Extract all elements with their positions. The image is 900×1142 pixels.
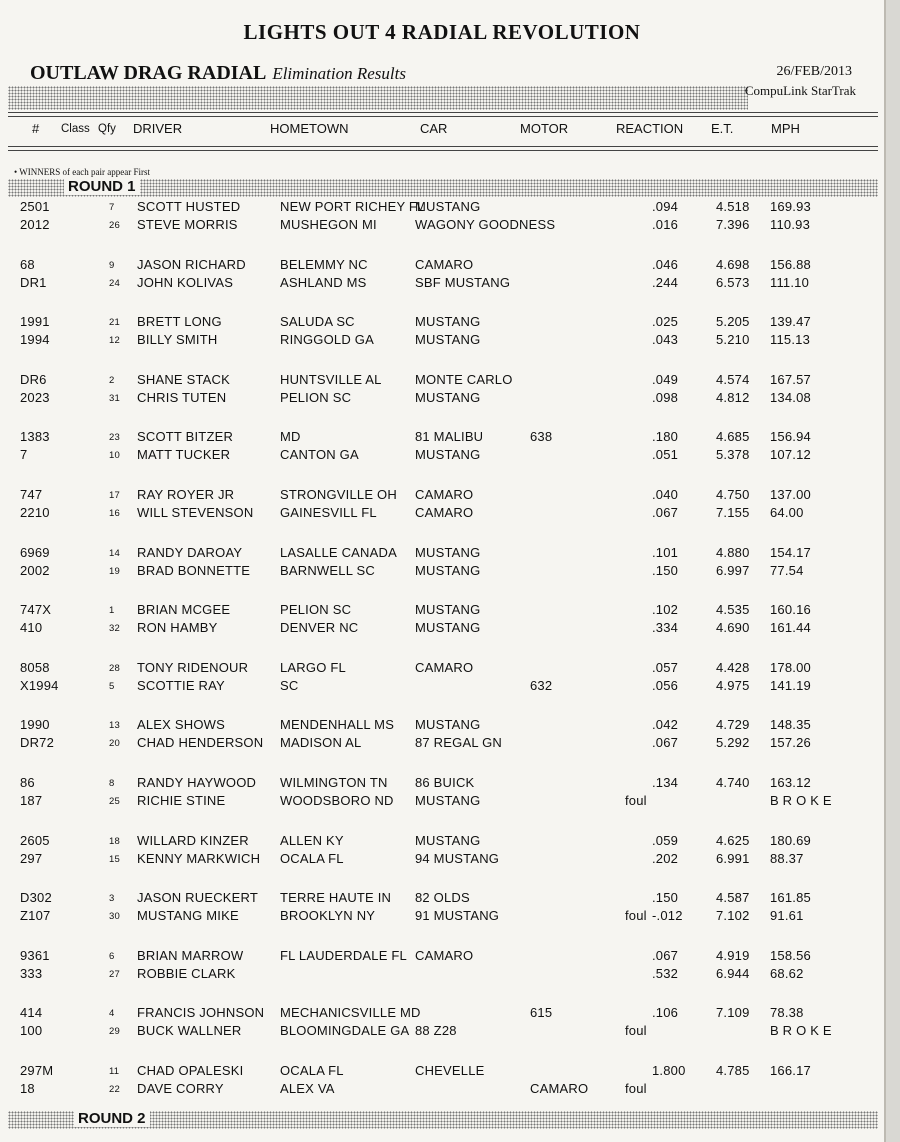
driver-name: RICHIE STINE <box>137 793 226 808</box>
car: MUSTANG <box>415 602 481 618</box>
hometown: HUNTSVILLE AL <box>280 371 382 387</box>
speed-mph: 163.12 <box>770 775 811 790</box>
hometown: ASHLAND MS <box>280 274 367 290</box>
qualifying-position: 7 <box>109 202 115 213</box>
hometown: CANTON GA <box>280 447 359 463</box>
hometown: BROOKLYN NY <box>280 908 376 924</box>
col-class: Class <box>61 123 90 135</box>
speed-mph: 169.93 <box>770 199 811 214</box>
qualifying-position: 32 <box>109 623 120 635</box>
elapsed-time: 5.210 <box>716 332 750 348</box>
elapsed-time: 4.812 <box>716 389 750 405</box>
elapsed-time: 4.685 <box>716 429 750 445</box>
round-2-label: ROUND 2 <box>74 1110 150 1127</box>
reaction-time: .106 <box>652 1005 679 1021</box>
hometown: BLOOMINGDALE GA <box>280 1023 410 1039</box>
racer-number: 7 <box>20 447 28 463</box>
qualifying-position: 27 <box>109 968 120 980</box>
elapsed-time: 5.378 <box>716 447 750 463</box>
motor: 632 <box>530 677 553 693</box>
driver-name: TONY RIDENOUR <box>137 659 249 675</box>
hometown: OCALA FL <box>280 850 344 866</box>
hometown: MADISON AL <box>280 735 362 751</box>
racer-number: 187 <box>20 793 43 808</box>
driver-name: RON HAMBY <box>137 620 218 636</box>
col-hometown: HOMETOWN <box>270 121 349 136</box>
speed-mph: 156.88 <box>770 256 811 272</box>
speed-mph: 68.62 <box>770 965 804 981</box>
car: 86 BUICK <box>415 775 475 790</box>
qualifying-position: 29 <box>109 1026 120 1038</box>
header-dot-band <box>8 86 748 110</box>
hometown: BARNWELL SC <box>280 562 375 578</box>
driver-name: BUCK WALLNER <box>137 1023 242 1039</box>
hometown: SALUDA SC <box>280 314 355 330</box>
round-1-label: ROUND 1 <box>64 178 140 195</box>
reaction-time: .102 <box>652 602 679 618</box>
racer-number: 18 <box>20 1081 35 1096</box>
racer-number: DR1 <box>20 274 47 290</box>
driver-name: JASON RICHARD <box>137 256 246 272</box>
speed-mph: 148.35 <box>770 717 811 733</box>
racer-number: 2605 <box>20 832 50 848</box>
winners-note: • WINNERS of each pair appear First <box>14 167 150 177</box>
racer-number: 1383 <box>20 429 50 445</box>
driver-name: SCOTT HUSTED <box>137 199 241 214</box>
elapsed-time: 4.880 <box>716 544 750 560</box>
driver-name: STEVE MORRIS <box>137 217 238 232</box>
speed-mph: 166.17 <box>770 1063 811 1078</box>
qualifying-position: 12 <box>109 335 120 347</box>
car: 94 MUSTANG <box>415 850 500 866</box>
qualifying-position: 9 <box>109 259 115 271</box>
driver-name: BRAD BONNETTE <box>137 562 251 578</box>
reaction-time: .334 <box>652 620 679 636</box>
hometown: BELEMMY NC <box>280 256 368 272</box>
reaction-time: 1.800 <box>652 1063 686 1078</box>
speed-mph: 167.57 <box>770 371 811 387</box>
speed-mph: 115.13 <box>770 332 810 348</box>
qualifying-position: 30 <box>109 911 120 923</box>
driver-name: CHAD OPALESKI <box>137 1063 244 1078</box>
hometown: NEW PORT RICHEY FL <box>280 199 425 214</box>
hometown: DENVER NC <box>280 620 359 636</box>
header-rule-top <box>8 112 878 113</box>
car: MUSTANG <box>415 314 481 330</box>
elapsed-time: 7.396 <box>716 217 750 232</box>
racer-number: 2002 <box>20 562 50 578</box>
driver-name: RANDY DAROAY <box>137 544 243 560</box>
driver-name: ALEX SHOWS <box>137 717 225 733</box>
elapsed-time: 4.587 <box>716 890 750 906</box>
racer-number: 747X <box>20 602 52 618</box>
car: MUSTANG <box>415 447 481 463</box>
qualifying-position: 28 <box>109 662 120 674</box>
driver-name: RAY ROYER JR <box>137 487 235 502</box>
elapsed-time: 4.518 <box>716 199 750 214</box>
car: 91 MUSTANG <box>415 908 500 924</box>
speed-mph: 91.61 <box>770 908 804 924</box>
qualifying-position: 23 <box>109 432 120 444</box>
car: MUSTANG <box>415 832 481 848</box>
hometown: GAINESVILL FL <box>280 505 377 520</box>
elapsed-time: 6.944 <box>716 965 750 981</box>
driver-name: BRIAN MCGEE <box>137 602 231 618</box>
reaction-time: .202 <box>652 850 679 866</box>
speed-mph: B R O K E <box>770 793 832 808</box>
reaction-time: .049 <box>652 371 679 387</box>
hometown: PELION SC <box>280 602 352 618</box>
reaction-time: .067 <box>652 947 679 963</box>
elapsed-time: 4.625 <box>716 832 750 848</box>
qualifying-position: 6 <box>109 950 115 962</box>
car: SBF MUSTANG <box>415 274 511 290</box>
driver-name: SHANE STACK <box>137 371 230 387</box>
racer-number: Z107 <box>20 908 51 924</box>
qualifying-position: 31 <box>109 392 120 404</box>
reaction-time: .150 <box>652 562 679 578</box>
hometown: WOODSBORO ND <box>280 793 394 808</box>
qualifying-position: 16 <box>109 508 120 519</box>
hometown: FL LAUDERDALE FL <box>280 947 407 963</box>
reaction-time: .059 <box>652 832 679 848</box>
driver-name: JOHN KOLIVAS <box>137 274 234 290</box>
racer-number: DR72 <box>20 735 55 751</box>
racer-number: 8058 <box>20 659 50 675</box>
qualifying-position: 11 <box>109 1066 120 1077</box>
reaction-time: .046 <box>652 256 679 272</box>
foul-flag: foul <box>625 1081 647 1096</box>
reaction-time: .532 <box>652 965 679 981</box>
reaction-time: .042 <box>652 717 679 733</box>
reaction-time: .180 <box>652 429 679 445</box>
speed-mph: 88.37 <box>770 850 804 866</box>
car: CAMARO <box>415 947 474 963</box>
car: MUSTANG <box>415 793 481 808</box>
motor: 615 <box>530 1005 553 1021</box>
elapsed-time: 7.102 <box>716 908 750 924</box>
reaction-time: .134 <box>652 775 679 790</box>
qualifying-position: 15 <box>109 853 120 865</box>
col-motor: MOTOR <box>520 121 569 136</box>
elapsed-time: 4.975 <box>716 677 750 693</box>
hometown: PELION SC <box>280 389 352 405</box>
qualifying-position: 2 <box>109 374 115 386</box>
driver-name: RANDY HAYWOOD <box>137 775 257 790</box>
speed-mph: 161.85 <box>770 890 811 906</box>
elapsed-time: 4.740 <box>716 775 750 790</box>
col-car: CAR <box>420 121 448 136</box>
hometown: ALEX VA <box>280 1081 335 1096</box>
racer-number: 86 <box>20 775 35 790</box>
speed-mph: B R O K E <box>770 1023 832 1039</box>
elapsed-time: 5.292 <box>716 735 750 751</box>
speed-mph: 158.56 <box>770 947 811 963</box>
speed-mph: 77.54 <box>770 562 804 578</box>
hometown: LASALLE CANADA <box>280 544 397 560</box>
header-rule-top-2 <box>8 116 878 117</box>
speed-mph: 139.47 <box>770 314 811 330</box>
racer-number: 410 <box>20 620 43 636</box>
motor: CAMARO <box>530 1081 589 1096</box>
speed-mph: 161.44 <box>770 620 811 636</box>
hometown: MD <box>280 429 301 445</box>
elapsed-time: 5.205 <box>716 314 750 330</box>
elapsed-time: 4.574 <box>716 371 750 387</box>
speed-mph: 110.93 <box>770 217 810 232</box>
elapsed-time: 6.991 <box>716 850 750 866</box>
driver-name: MUSTANG MIKE <box>137 908 239 924</box>
reaction-time: .094 <box>652 199 679 214</box>
elapsed-time: 4.785 <box>716 1063 750 1078</box>
car: 82 OLDS <box>415 890 470 906</box>
header-rule-bottom <box>8 146 878 147</box>
results-type: Elimination Results <box>272 64 406 83</box>
elapsed-time: 4.919 <box>716 947 750 963</box>
car: MUSTANG <box>415 544 481 560</box>
col-mph: MPH <box>771 121 800 136</box>
racer-number: 9361 <box>20 947 50 963</box>
racer-number: 68 <box>20 256 35 272</box>
hometown: MENDENHALL MS <box>280 717 395 733</box>
qualifying-position: 8 <box>109 778 115 789</box>
foul-flag: foul <box>625 793 647 808</box>
driver-name: DAVE CORRY <box>137 1081 224 1096</box>
car: 81 MALIBU <box>415 429 484 445</box>
car: MUSTANG <box>415 199 481 214</box>
speed-mph: 178.00 <box>770 659 811 675</box>
motor: 638 <box>530 429 553 445</box>
driver-name: KENNY MARKWICH <box>137 850 261 866</box>
driver-name: CHAD HENDERSON <box>137 735 264 751</box>
racer-number: 1991 <box>20 314 50 330</box>
racer-number: 2023 <box>20 389 50 405</box>
reaction-time: .098 <box>652 389 679 405</box>
driver-name: WILL STEVENSON <box>137 505 254 520</box>
hometown: SC <box>280 677 299 693</box>
qualifying-position: 20 <box>109 738 120 750</box>
reaction-time: .101 <box>652 544 679 560</box>
car: 88 Z28 <box>415 1023 457 1039</box>
racer-number: 333 <box>20 965 43 981</box>
elapsed-time: 7.155 <box>716 505 750 520</box>
hometown: MUSHEGON MI <box>280 217 377 232</box>
car: CAMARO <box>415 505 474 520</box>
driver-name: CHRIS TUTEN <box>137 389 227 405</box>
speed-mph: 156.94 <box>770 429 811 445</box>
racer-number: 297 <box>20 850 43 866</box>
qualifying-position: 14 <box>109 547 120 559</box>
col-driver: DRIVER <box>133 121 183 136</box>
hometown: TERRE HAUTE IN <box>280 890 392 906</box>
hometown: OCALA FL <box>280 1063 344 1078</box>
car: CAMARO <box>415 659 474 675</box>
winners-note-text: WINNERS of each pair appear First <box>19 167 150 177</box>
reaction-time: -.012 <box>652 908 683 924</box>
hometown: RINGGOLD GA <box>280 332 374 348</box>
hometown: WILMINGTON TN <box>280 775 388 790</box>
driver-name: MATT TUCKER <box>137 447 231 463</box>
reaction-time: .067 <box>652 735 679 751</box>
elapsed-time: 4.535 <box>716 602 750 618</box>
driver-name: JASON RUECKERT <box>137 890 259 906</box>
speed-mph: 141.19 <box>770 677 811 693</box>
speed-mph: 137.00 <box>770 487 811 502</box>
driver-name: SCOTTIE RAY <box>137 677 225 693</box>
racer-number: 2501 <box>20 199 50 214</box>
speed-mph: 180.69 <box>770 832 811 848</box>
speed-mph: 107.12 <box>770 447 811 463</box>
qualifying-position: 25 <box>109 796 120 807</box>
event-title: LIGHTS OUT 4 RADIAL REVOLUTION <box>243 20 641 44</box>
qualifying-position: 5 <box>109 680 115 692</box>
racer-number: 414 <box>20 1005 43 1021</box>
car: MUSTANG <box>415 562 481 578</box>
driver-name: BILLY SMITH <box>137 332 218 348</box>
driver-name: ROBBIE CLARK <box>137 965 236 981</box>
racer-number: 2012 <box>20 217 50 232</box>
racer-number: 1990 <box>20 717 50 733</box>
qualifying-position: 13 <box>109 720 120 732</box>
driver-name: SCOTT BITZER <box>137 429 234 445</box>
qualifying-position: 22 <box>109 1084 120 1095</box>
qualifying-position: 21 <box>109 317 120 329</box>
col-et: E.T. <box>711 121 734 136</box>
speed-mph: 154.17 <box>770 544 811 560</box>
elapsed-time: 4.729 <box>716 717 750 733</box>
racer-number: X1994 <box>20 677 59 693</box>
qualifying-position: 4 <box>109 1008 115 1020</box>
category-title <box>30 62 406 85</box>
speed-mph: 157.26 <box>770 735 811 751</box>
qualifying-position: 1 <box>109 605 115 617</box>
racer-number: DR6 <box>20 371 47 387</box>
foul-flag: foul <box>625 1023 647 1039</box>
qualifying-position: 18 <box>109 835 120 847</box>
car: CAMARO <box>415 487 474 502</box>
reaction-time: .025 <box>652 314 679 330</box>
hometown: MECHANICSVILLE MD <box>280 1005 421 1021</box>
racer-number: 2210 <box>20 505 50 520</box>
car: MUSTANG <box>415 389 481 405</box>
reaction-time: .244 <box>652 274 679 290</box>
hometown: STRONGVILLE OH <box>280 487 397 502</box>
reaction-time: .016 <box>652 217 679 232</box>
driver-name: WILLARD KINZER <box>137 832 249 848</box>
racer-number: 297M <box>20 1063 54 1078</box>
qualifying-position: 24 <box>109 277 120 289</box>
car: 87 REGAL GN <box>415 735 502 751</box>
reaction-time: .043 <box>652 332 679 348</box>
speed-mph: 64.00 <box>770 505 804 520</box>
driver-name: BRIAN MARROW <box>137 947 244 963</box>
car: WAGONY GOODNESS <box>415 217 556 232</box>
hometown: ALLEN KY <box>280 832 344 848</box>
event-date: 26/FEB/2013 <box>776 64 852 79</box>
qualifying-position: 10 <box>109 450 120 462</box>
elapsed-time: 6.997 <box>716 562 750 578</box>
qualifying-position: 19 <box>109 565 120 577</box>
car: MONTE CARLO <box>415 371 513 387</box>
elapsed-time: 7.109 <box>716 1005 750 1021</box>
driver-name: FRANCIS JOHNSON <box>137 1005 265 1021</box>
car: MUSTANG <box>415 332 481 348</box>
category-name: OUTLAW DRAG RADIAL <box>30 62 267 84</box>
col-qfy: Qfy <box>98 123 116 135</box>
col-num: # <box>32 121 40 136</box>
round-1-bar <box>8 179 878 197</box>
reaction-time: .040 <box>652 487 679 502</box>
header-rule-bottom-2 <box>8 150 878 151</box>
round-2-bar <box>8 1111 878 1129</box>
racer-number: D302 <box>20 890 52 906</box>
elapsed-time: 4.428 <box>716 659 750 675</box>
elapsed-time: 4.690 <box>716 620 750 636</box>
car: CHEVELLE <box>415 1063 485 1078</box>
racer-number: 1994 <box>20 332 50 348</box>
car: MUSTANG <box>415 620 481 636</box>
driver-name: BRETT LONG <box>137 314 222 330</box>
qualifying-position: 17 <box>109 490 120 501</box>
reaction-time: .056 <box>652 677 679 693</box>
speed-mph: 134.08 <box>770 389 811 405</box>
reaction-time: .067 <box>652 505 679 520</box>
car: MUSTANG <box>415 717 481 733</box>
hometown: LARGO FL <box>280 659 346 675</box>
qualifying-position: 26 <box>109 220 120 231</box>
elapsed-time: 4.698 <box>716 256 750 272</box>
qualifying-position: 3 <box>109 893 115 905</box>
racer-number: 100 <box>20 1023 43 1039</box>
reaction-time: .051 <box>652 447 679 463</box>
timing-system: CompuLink StarTrak <box>744 83 856 98</box>
speed-mph: 111.10 <box>770 274 810 290</box>
reaction-time: .150 <box>652 890 679 906</box>
speed-mph: 160.16 <box>770 602 811 618</box>
racer-number: 747 <box>20 487 43 502</box>
col-reaction: REACTION <box>616 121 684 136</box>
speed-mph: 78.38 <box>770 1005 804 1021</box>
foul-flag: foul <box>625 908 647 924</box>
racer-number: 6969 <box>20 544 50 560</box>
reaction-time: .057 <box>652 659 679 675</box>
elapsed-time: 6.573 <box>716 274 750 290</box>
elapsed-time: 4.750 <box>716 487 750 502</box>
car: CAMARO <box>415 256 474 272</box>
